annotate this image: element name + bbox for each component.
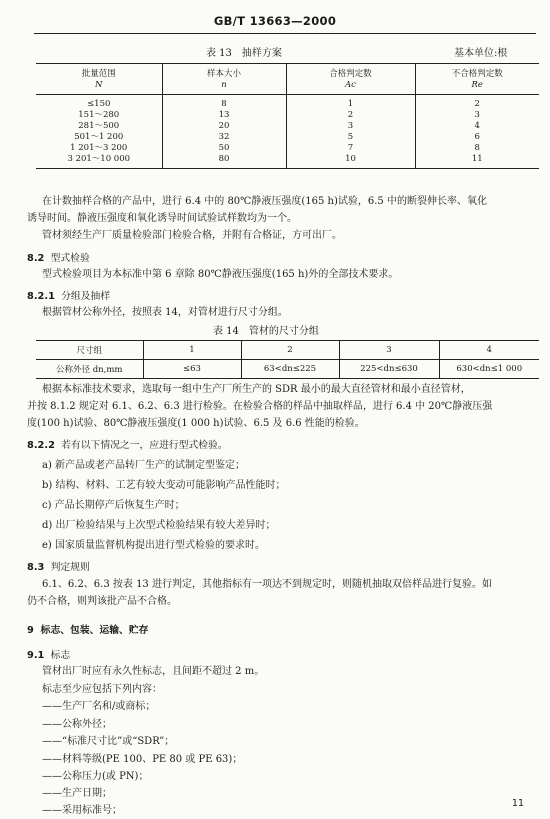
table-cell: 3 (286, 121, 415, 132)
body-text-line: 标志至少应包括下列内容： (42, 684, 162, 695)
table-cell: 63<dn≤225 (241, 360, 339, 379)
table-cell: 281～500 (78, 121, 120, 131)
body-text-line: 在计数抽样合格的产品中，进行 6.4 中的 80℃静液压强度(165 h)试验，6.5 中的断裂伸长率、氧化 (42, 196, 487, 207)
list-item: b) 结构、材料、工艺有较大变动可能影响产品性能时； (42, 480, 286, 491)
body-text-line: 管材出厂时应有永久性标志，且间距不超过 2 m。 (42, 666, 265, 677)
table14-header: 3 (339, 341, 439, 360)
table-cell: 225<dn≤630 (339, 360, 439, 379)
table-row (36, 95, 539, 111)
list-item: a) 新产品或老产品转厂生产的试制定型鉴定； (42, 460, 246, 471)
table14-header: 2 (241, 341, 339, 360)
table14-caption: 表 14 管材的尺寸分组 (213, 326, 319, 337)
table-cell: 1 (286, 95, 415, 111)
header-rule (34, 33, 536, 34)
body-text-line: 诱导时间。静液压强度和氧化诱导时间试验试样数均为一个。 (27, 213, 297, 224)
table-cell: ≤150 (87, 99, 111, 109)
table-cell: 11 (415, 154, 539, 169)
body-text-line: 型式检验项目为本标准中第 6 章除 80℃静液压强度(165 h)外的全部技术要求。 (42, 269, 399, 280)
table13-header-label: 不合格判定数 (415, 64, 539, 81)
page-number: 11 (511, 798, 524, 809)
table14-header: 4 (439, 341, 539, 360)
table13-header-symbol: Ac (286, 80, 415, 95)
table-cell: 7 (286, 143, 415, 154)
table-row (36, 121, 539, 132)
table-cell: 3 201～10 000 (67, 154, 131, 164)
table13-header-symbol: n (162, 80, 286, 95)
body-text-line: 6.1、6.2、6.3 按表 13 进行判定，其他指标有一项达不到规定时，则随机抽取双倍样品进行复验。如 (42, 579, 492, 590)
table13-header-label: 样本大小 (162, 64, 286, 81)
table-cell: 501～1 200 (74, 132, 124, 142)
section-heading-9-1 (27, 647, 70, 661)
body-text-line: 度(100 h)试验、80℃静液压强度(1 000 h)试验、6.5 及 6.6 性能的检验。 (27, 418, 365, 429)
list-item: ——公称压力(或 PN)； (42, 771, 149, 782)
list-item: e) 国家质量监督机构提出进行型式检验的要求时。 (42, 540, 265, 551)
list-item: ——“标准尺寸比”或“SDR”； (42, 736, 175, 747)
body-text-line: 并按 8.1.2 规定对 6.1、6.2、6.3 进行检验。在检验合格的样品中抽取样品，进行 6.4 中 20℃静液压强 (27, 401, 493, 412)
section-title: 标志、包装、运输、贮存 (40, 625, 149, 636)
table-cell: 8 (162, 95, 286, 111)
body-text-line: 仍不合格，则判该批产品不合格。 (27, 596, 177, 607)
table-cell: 151～280 (78, 110, 120, 120)
table13-header-symbol: N (36, 80, 162, 95)
section-number: 8.2 (27, 253, 45, 264)
section-heading-8-2-2 (27, 437, 228, 451)
table-cell: 1 201～3 200 (70, 143, 128, 153)
table-cell: 20 (162, 121, 286, 132)
section-title: 若有以下情况之一，应进行型式检验。 (61, 440, 228, 451)
table-cell: 630<dn≤1 000 (439, 360, 539, 379)
list-item: d) 出厂检验结果与上次型式检验结果有较大差异时； (42, 520, 276, 531)
table-cell: 2 (286, 110, 415, 121)
table13-header-symbol: Re (415, 80, 539, 95)
table-cell: 2 (415, 95, 539, 111)
list-item: ——公称外径； (42, 719, 112, 730)
table13-unit: 基本单位:根 (454, 48, 508, 59)
section-number: 8.2.1 (27, 291, 55, 302)
table-cell: ≤63 (143, 360, 241, 379)
table-cell: 50 (162, 143, 286, 154)
table-cell: 3 (415, 110, 539, 121)
standard-number: GB/T 13663—2000 (213, 14, 337, 28)
table-cell: 8 (415, 143, 539, 154)
table14 (36, 340, 539, 379)
section-title: 标志 (50, 650, 71, 661)
table-cell: 公称外径 dn,mm (56, 365, 123, 375)
section-title: 判定规则 (50, 562, 90, 573)
section-heading-8-2-1 (27, 288, 110, 302)
table13-header-label: 批量范围 (81, 69, 116, 79)
table-row (36, 154, 539, 169)
table-cell: 32 (162, 132, 286, 143)
table14-header: 尺寸组 (36, 341, 143, 360)
section-number: 9 (27, 625, 34, 636)
table-cell: 4 (415, 121, 539, 132)
table-row (36, 132, 539, 143)
list-item: ——采用标准号； (42, 805, 122, 816)
section-heading-9 (27, 622, 148, 636)
list-item: ——生产厂名和/或商标； (42, 701, 156, 712)
table13 (36, 63, 539, 169)
list-item: ——材料等级(PE 100、PE 80 或 PE 63)； (42, 754, 243, 765)
table-cell: 80 (162, 154, 286, 169)
list-item: ——生产日期； (42, 788, 112, 799)
table-cell: 10 (286, 154, 415, 169)
section-heading-8-3 (27, 559, 90, 573)
table-cell: 6 (415, 132, 539, 143)
section-heading-8-2 (27, 250, 90, 264)
table13-header-label: 合格判定数 (286, 64, 415, 81)
list-item: c) 产品长期停产后恢复生产时； (42, 500, 185, 511)
table13-caption: 表 13 抽样方案 (206, 48, 282, 59)
table-cell: 5 (286, 132, 415, 143)
table-row (36, 110, 539, 121)
table-cell: 13 (162, 110, 286, 121)
section-number: 8.3 (27, 562, 45, 573)
body-text-line: 根据本标准技术要求，选取每一组中生产厂所生产的 SDR 最小的最大直径管材和最小直径管材， (42, 384, 471, 395)
section-title: 型式检验 (50, 253, 90, 264)
table-row (36, 143, 539, 154)
section-number: 8.2.2 (27, 440, 55, 451)
section-number: 9.1 (27, 650, 45, 661)
section-title: 分组及抽样 (61, 291, 111, 302)
table14-header: 1 (143, 341, 241, 360)
body-text-line: 管材须经生产厂质量检验部门检验合格，并附有合格证，方可出厂。 (42, 230, 342, 241)
body-text-line: 根据管材公称外径，按照表 14，对管材进行尺寸分组。 (42, 307, 288, 318)
table-row (36, 360, 539, 379)
